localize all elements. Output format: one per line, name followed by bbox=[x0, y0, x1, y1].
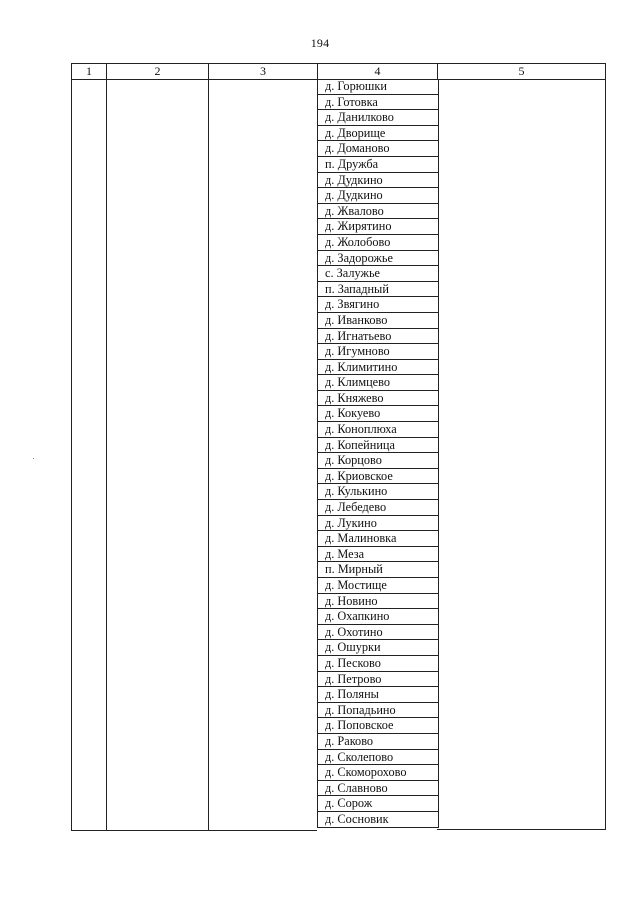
settlement-cell: д. Горюшки bbox=[318, 79, 438, 95]
settlement-cell: д. Коноплюха bbox=[318, 422, 438, 438]
settlement-cell: д. Доманово bbox=[318, 141, 438, 157]
settlement-cell: д. Жирятино bbox=[318, 219, 438, 235]
settlement-cell: д. Ошурки bbox=[318, 640, 438, 656]
settlement-cell: д. Дудкино bbox=[318, 188, 438, 204]
scan-mark bbox=[33, 458, 34, 459]
settlement-cell: д. Новино bbox=[318, 594, 438, 610]
settlement-cell: д. Меза bbox=[318, 547, 438, 563]
page-number: 194 bbox=[310, 36, 330, 50]
settlement-cell: д. Песково bbox=[318, 656, 438, 672]
settlement-cell: д. Игнатьево bbox=[318, 329, 438, 345]
settlement-cell: д. Княжево bbox=[318, 391, 438, 407]
settlement-cell: д. Сорож bbox=[318, 796, 438, 812]
table-bottom-border-right bbox=[437, 829, 606, 830]
settlement-cell: д. Поповское bbox=[318, 718, 438, 734]
settlement-cell: д. Поляны bbox=[318, 687, 438, 703]
header-cell-5: 5 bbox=[518, 64, 525, 78]
settlement-cell: д. Славново bbox=[318, 781, 438, 797]
settlement-cell: д. Сколепово bbox=[318, 750, 438, 766]
header-cell-3: 3 bbox=[260, 64, 266, 78]
settlement-cell: д. Готовка bbox=[318, 95, 438, 111]
settlement-cell: д. Лебедево bbox=[318, 500, 438, 516]
settlement-cell: д. Охотино bbox=[318, 625, 438, 641]
settlement-cell: д. Сосновик bbox=[318, 812, 438, 828]
settlement-cell: п. Мирный bbox=[318, 562, 438, 578]
settlement-cell: д. Петрово bbox=[318, 672, 438, 688]
settlement-cell: д. Скоморохово bbox=[318, 765, 438, 781]
settlement-cell: д. Климцево bbox=[318, 375, 438, 391]
settlement-cell: д. Лукино bbox=[318, 516, 438, 532]
settlement-cell: д. Копейница bbox=[318, 438, 438, 454]
settlement-cell: д. Жвалово bbox=[318, 204, 438, 220]
settlement-cell: д. Климитино bbox=[318, 360, 438, 376]
settlement-cell: д. Раково bbox=[318, 734, 438, 750]
column4-list bbox=[317, 79, 439, 828]
settlement-cell: д. Кулькино bbox=[318, 484, 438, 500]
header-cell-1: 1 bbox=[86, 64, 92, 78]
header-cell-4: 4 bbox=[374, 64, 381, 78]
settlement-cell: д. Кокуево bbox=[318, 406, 438, 422]
settlement-cell: п. Дружба bbox=[318, 157, 438, 173]
settlement-cell: д. Игумново bbox=[318, 344, 438, 360]
table-bottom-border bbox=[71, 830, 317, 831]
settlement-cell: д. Задорожье bbox=[318, 251, 438, 267]
settlement-cell: д. Данилково bbox=[318, 110, 438, 126]
settlement-cell: с. Залужье bbox=[318, 266, 438, 282]
settlement-cell: д. Дворище bbox=[318, 126, 438, 142]
settlement-cell: д. Мостище bbox=[318, 578, 438, 594]
settlement-cell: д. Звягино bbox=[318, 297, 438, 313]
header-cell-2: 2 bbox=[154, 64, 161, 78]
settlement-cell: д. Малиновка bbox=[318, 531, 438, 547]
settlement-cell: д. Корцово bbox=[318, 453, 438, 469]
settlement-cell: п. Западный bbox=[318, 282, 438, 298]
col1-left-border bbox=[71, 63, 72, 831]
settlement-cell: д. Охапкино bbox=[318, 609, 438, 625]
table-right-border bbox=[605, 63, 606, 830]
col2-left-border bbox=[106, 63, 107, 831]
settlement-cell: д. Криовское bbox=[318, 469, 438, 485]
col3-left-border bbox=[208, 63, 209, 831]
settlement-cell: д. Жолобово bbox=[318, 235, 438, 251]
settlement-cell: д. Иванково bbox=[318, 313, 438, 329]
settlement-cell: д. Дудкино bbox=[318, 173, 438, 189]
settlement-cell: д. Попадьино bbox=[318, 703, 438, 719]
